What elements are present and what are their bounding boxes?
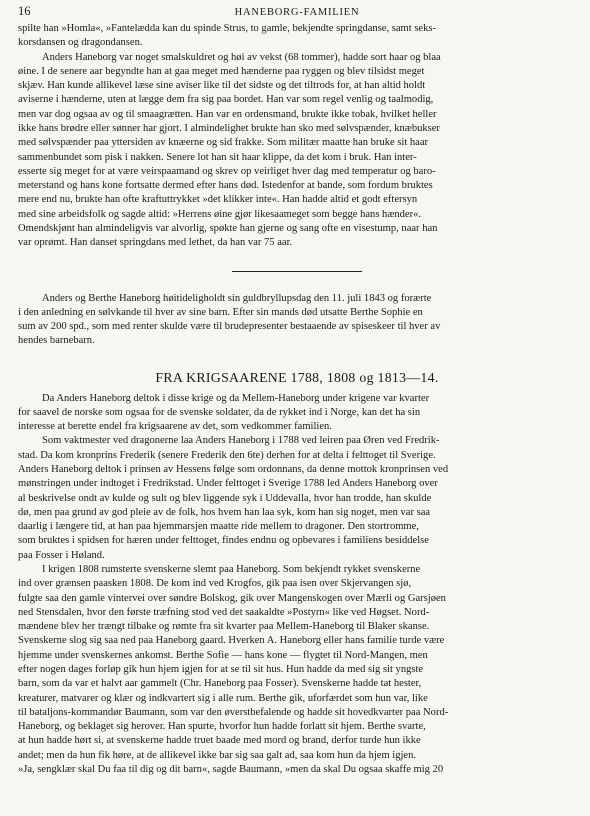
text-line: Svenskerne slog sig saa ned paa Haneborg gaard. Hverken A. Haneborg eller hans familie turde være [18, 635, 445, 647]
running-head [18, 4, 576, 22]
text-line: andet; men da hun fik høre, at de allikevel ikke bar sig saa galt ad, saa kom hun da hjem igjen. [18, 749, 417, 761]
text-line: skjæv. Han kunde allikevel læse sine aviser like til det sidste og det tiltrods for, at han altid holdt [18, 80, 426, 92]
text-line: korsdansen og dragondansen. [18, 37, 143, 49]
paragraph-appearance [18, 22, 576, 251]
text-line: at hun hadde hørt si, at svenskerne hadde truet baade med mord og brand, derfor turde hun ikke [18, 735, 421, 747]
text-line: I krigen 1808 rumsterte svenskerne slemt paa Haneborg. Som bekjendt rykket svenskerne [42, 564, 421, 575]
text-line: stad. Da kom kronprins Frederik (senere Frederik den 6te) derhen for at delta i felttoget til Sverige. [18, 449, 436, 461]
text-line: spilte han »Homla«, »Fantelædda kan du spinde Strus, to gamle, bekjendte springdanse, samt seks- [18, 23, 436, 34]
text-line: med sine arbeidsfolk og sagde altid: »Herrens øine gjør likesaameget som begge hans hænder«. [18, 208, 422, 220]
text-line: ind over grænsen paasken 1808. De kom ind ved Krogfos, gik paa isen over Skjervangen sjø, [18, 578, 412, 590]
text-line: Anders og Berthe Haneborg høitideligholdt sin guldbryllupsdag den 11. juli 1843 og forærte [42, 292, 432, 304]
paragraph-1808-war [18, 563, 576, 777]
text-line: men var dog ogsaa av og til smaagrætten. Han var en ordensmand, brukte ikke tobak, hvilket heller [18, 108, 437, 120]
page-number: 16 [18, 4, 31, 18]
text-line: sum av 200 spd., som med renter skulde være til brudepresenter bestaaende av spiseskeer til hver av [18, 321, 441, 333]
text-line: barn, som da var et halvt aar gammelt (Chr. Haneborg paa Fosser). Svenskerne hadde tat hester, [18, 678, 422, 690]
text-line: dø, men paa grund av god pleie av de folk, hos hvem han laa syk, kom han sig noget, men var saa [18, 506, 431, 518]
text-line: som bruktes i spidsen for hæren under felttoget, findes endnu og opbevares i familiens besiddelse [18, 535, 429, 547]
text-line: mændene blev her trængt tilbake og rømte fra sit kvarter paa Mellem-Haneborg til Blaker skanse. [18, 621, 430, 633]
text-line: ikke hans brødre eller sønner har gjort. I almindelighet brukte han sko med sølvspænder, knæbukser [18, 122, 440, 134]
text-line: efter nogen dages forløp gik hun hjem igjen for at se til sit hus. Hun hadde da med sig sit yngste [18, 663, 424, 675]
text-line: Som vaktmester ved dragonerne laa Anders Haneborg i 1788 ved leiren paa Øren ved Fredrik- [42, 435, 440, 447]
text-line: esserte sig meget for at være veirspaamand og skrev op veirliget hver dag med temperatur og baro- [18, 165, 436, 177]
text-line: mønstringen under indtoget i Fredrikstad. Under felttoget i Sverige 1788 led Anders Haneborg over [18, 478, 438, 490]
text-line: sammenbundet som pisk i nakken. Senere lot han sit haar klippe, da det kom i bruk. Han inter- [18, 151, 417, 163]
paragraph-golden-wedding [18, 292, 576, 349]
text-line: interesse at berette endel fra krigsaarene av det, som vedkommer familien. [18, 421, 332, 433]
text-line: aviserne i hænderne, uten at lægge dem fra sig paa bordet. Han var som regel venlig og taalmodig, [18, 94, 434, 106]
running-title: HANEBORG-FAMILIEN [234, 7, 360, 18]
text-line: med sølvspænder paa yttersiden av knæerne og sid frakke. Som militær maatte han bruke sit haar [18, 137, 429, 149]
text-line: for saavel de norske som ogsaa for de svenske soldater, da de rykket ind i Norge, kan det ha sin [18, 406, 421, 418]
text-line: mere end nu, brukte han ofte kraftuttrykket »det klikker inte«. Han hadde altid et godt eftersyn [18, 194, 418, 206]
text-line: var oprømt. Han danset springdans med lethet, da han var 75 aar. [18, 237, 293, 249]
section-divider [232, 271, 362, 272]
text-line: Anders Haneborg var noget smalskuldret og høi av vekst (68 tommer), hadde sort haar og blaa [42, 51, 441, 63]
paragraph-war-intro [18, 392, 576, 435]
section-heading: FRA KRIGSAARENE 1788, 1808 og 1813—14. [155, 369, 439, 385]
text-line: Anders Haneborg deltok i prinsen av Hessens følge som ordonnans, da denne mottok kronprinsen ved [18, 464, 449, 476]
text-line: fulgte saa den gamle vintervei over søndre Bolskog, gik over Mangenskogen over Mærli og Garsjøen [18, 592, 446, 604]
text-line: Omendskjønt han almindeligvis var alvorlig, spøkte han gjerne og sang ofte en visestump, naar han [18, 222, 438, 234]
text-line: øine. I de senere aar begyndte han at gaa meget med hænderne paa ryggen og blev tilsidst meget [18, 65, 425, 77]
text-line: i den anledning en sølvkande til hver av sine barn. Efter sin mands død utsatte Berthe Sophie en [18, 306, 423, 318]
text-line: kreaturer, matvarer og klær og indkvartert sig i alle rum. Berthe gik, uforfærdet som hun var, like [18, 692, 428, 704]
paragraph-1788-campaign [18, 434, 576, 563]
text-line: paa Fosser i Høland. [18, 549, 105, 561]
text-line: daarlig i længere tid, at han paa hjemmarsjen maatte ride mellem to dragoner. Den stortromme, [18, 521, 419, 533]
text-line: Da Anders Haneborg deltok i disse krige og da Mellem-Haneborg under krigene var kvarter [42, 392, 430, 404]
text-line: ned Stensdalen, hvor den første træfning stod ved det saakaldte »Postyrn« like ved Høgset. Nord- [18, 606, 430, 618]
text-line: hendes barnebarn. [18, 335, 95, 347]
text-line: Haneborg, og beklaget sig herover. Han spurte, hvorfor hun hadde forlatt sit hjem. Berthe svarte, [18, 721, 426, 733]
text-line: al beskrivelse ondt av kulde og sult og blev liggende syk i Uddevalla, hvor han trodde, han skulde [18, 492, 432, 504]
text-line: til bataljons-kommandør Baumann, som var den øverstbefalende og hadde sit hovedkvarter paa Nord- [18, 706, 449, 718]
text-line: »Ja, sengklær skal Du faa til dig og dit barn«, sagde Baumann, »men da skal Du ogsaa skaffe mig 20 [18, 763, 444, 775]
text-line: meterstand og hans kone fortsatte dermed efter hans død. Istedenfor at bande, som fordum bruktes [18, 180, 433, 192]
text-line: hjemme under svenskernes ankomst. Berthe Sofie — hans kone — flygtet til Nord-Mangen, men [18, 649, 428, 661]
